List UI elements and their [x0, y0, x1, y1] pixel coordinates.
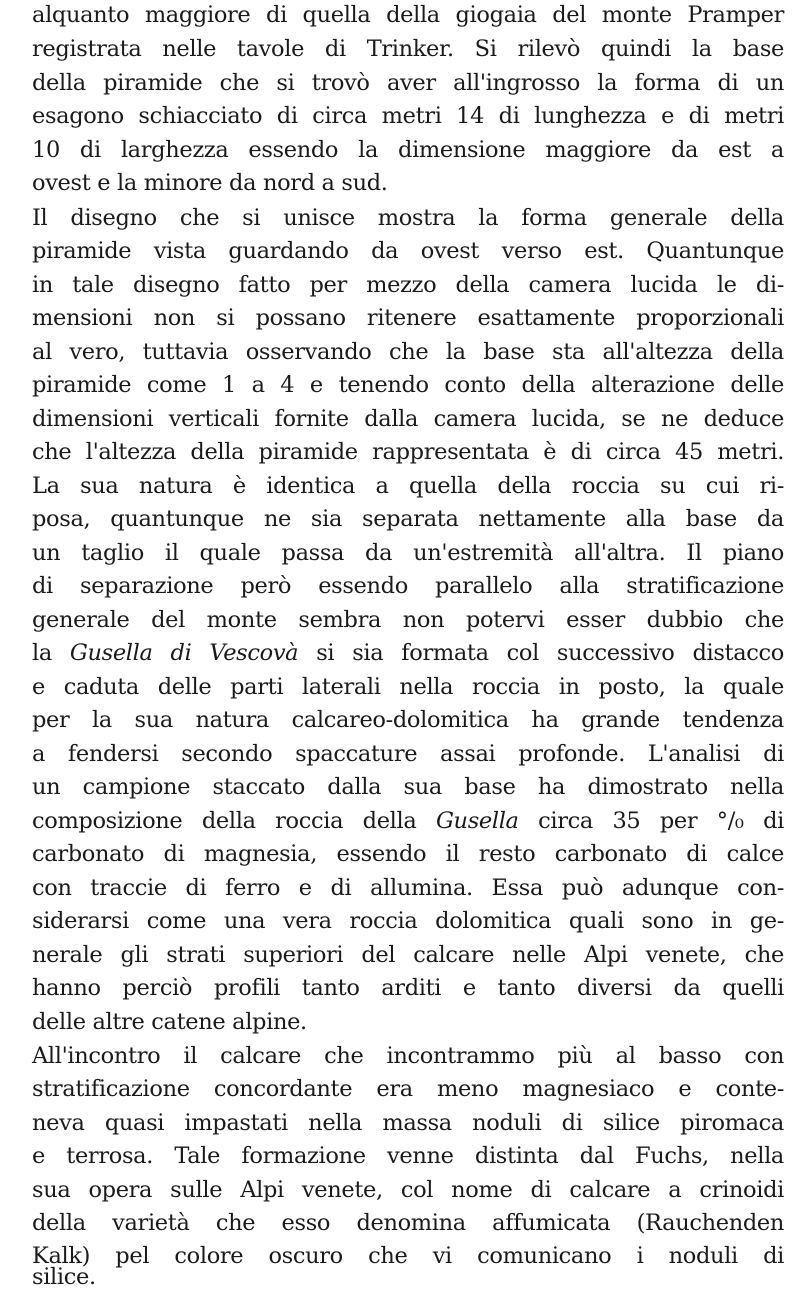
text-line: posa, quantunque ne sia separata nettamente alla base da [32, 506, 784, 532]
text-line: in tale disegno fatto per mezzo della camera lucida le di- [32, 272, 784, 298]
italic-phrase: Gusella di Vescovà [69, 640, 299, 666]
text-line: un campione staccato dalla sua base ha dimostrato nella [32, 774, 784, 800]
document-page [32, 0, 784, 1290]
text-line: stratificazione concordante era meno magnesiaco e conte- [32, 1076, 784, 1102]
text-line: di separazione però essendo parallelo alla stratificazione [32, 573, 784, 599]
text-line: mensioni non si possano ritenere esattamente proporzionali [32, 305, 784, 331]
text-line: esagono schiacciato di circa metri 14 di lunghezza e di metri [32, 103, 784, 129]
text-line: delle altre catene alpine. [32, 1009, 307, 1035]
text-line: neva quasi impastati nella massa noduli di silice piromaca [32, 1110, 784, 1136]
text-line: All'incontro il calcare che incontrammo più al basso con [32, 1043, 784, 1069]
text-line: per la sua natura calcareo-dolomitica ha grande tendenza [32, 707, 784, 733]
text-line-with-italic: composizione della roccia della Gusella circa 35 per °/₀ di [32, 808, 784, 834]
text-line: sua opera sulle Alpi venete, col nome di calcare a crinoidi [32, 1177, 784, 1203]
text-line: Il disegno che si unisce mostra la forma generale della [32, 205, 784, 231]
text-line: silice. [32, 1264, 96, 1290]
text-line: nerale gli strati superiori del calcare nelle Alpi venete, che [32, 942, 784, 968]
text-line: dimensioni verticali fornite dalla camera lucida, se ne deduce [32, 406, 784, 432]
italic-phrase: Gusella [435, 808, 519, 834]
text-line-with-italic: la Gusella di Vescovà si sia formata col successivo distacco [32, 640, 784, 666]
text-line: e terrosa. Tale formazione venne distinta dal Fuchs, nella [32, 1143, 784, 1169]
text-line: ovest e la minore da nord a sud. [32, 170, 388, 196]
text-line: generale del monte sembra non potervi esser dubbio che [32, 607, 784, 633]
text-line: un taglio il quale passa da un'estremità all'altra. Il piano [32, 540, 784, 566]
text-line: con traccie di ferro e di allumina. Essa può adunque con- [32, 875, 784, 901]
text-line: siderarsi come una vera roccia dolomitica quali sono in ge- [32, 908, 784, 934]
text-line: che l'altezza della piramide rappresentata è di circa 45 metri. [32, 439, 784, 465]
text-line: della varietà che esso denomina affumicata (Rauchenden [32, 1210, 784, 1236]
text-line: della piramide che si trovò aver all'ingrosso la forma di un [32, 70, 784, 96]
text-line: alquanto maggiore di quella della giogaia del monte Pramper [32, 2, 784, 28]
text-line: Kalk) pel colore oscuro che vi comunicano i noduli di [32, 1243, 784, 1269]
text-line: a fendersi secondo spaccature assai profonde. L'analisi di [32, 741, 784, 767]
text-line: registrata nelle tavole di Trinker. Si rilevò quindi la base [32, 36, 784, 62]
text-line: hanno perciò profili tanto arditi e tanto diversi da quelli [32, 975, 784, 1001]
text-line: piramide vista guardando da ovest verso est. Quantunque [32, 238, 784, 264]
text-line: La sua natura è identica a quella della roccia su cui ri- [32, 473, 784, 499]
text-line: e caduta delle parti laterali nella roccia in posto, la quale [32, 674, 784, 700]
text-line: 10 di larghezza essendo la dimensione maggiore da est a [32, 137, 784, 163]
text-line: piramide come 1 a 4 e tenendo conto della alterazione delle [32, 372, 784, 398]
text-line: carbonato di magnesia, essendo il resto carbonato di calce [32, 841, 784, 867]
text-line: al vero, tuttavia osservando che la base sta all'altezza della [32, 339, 784, 365]
